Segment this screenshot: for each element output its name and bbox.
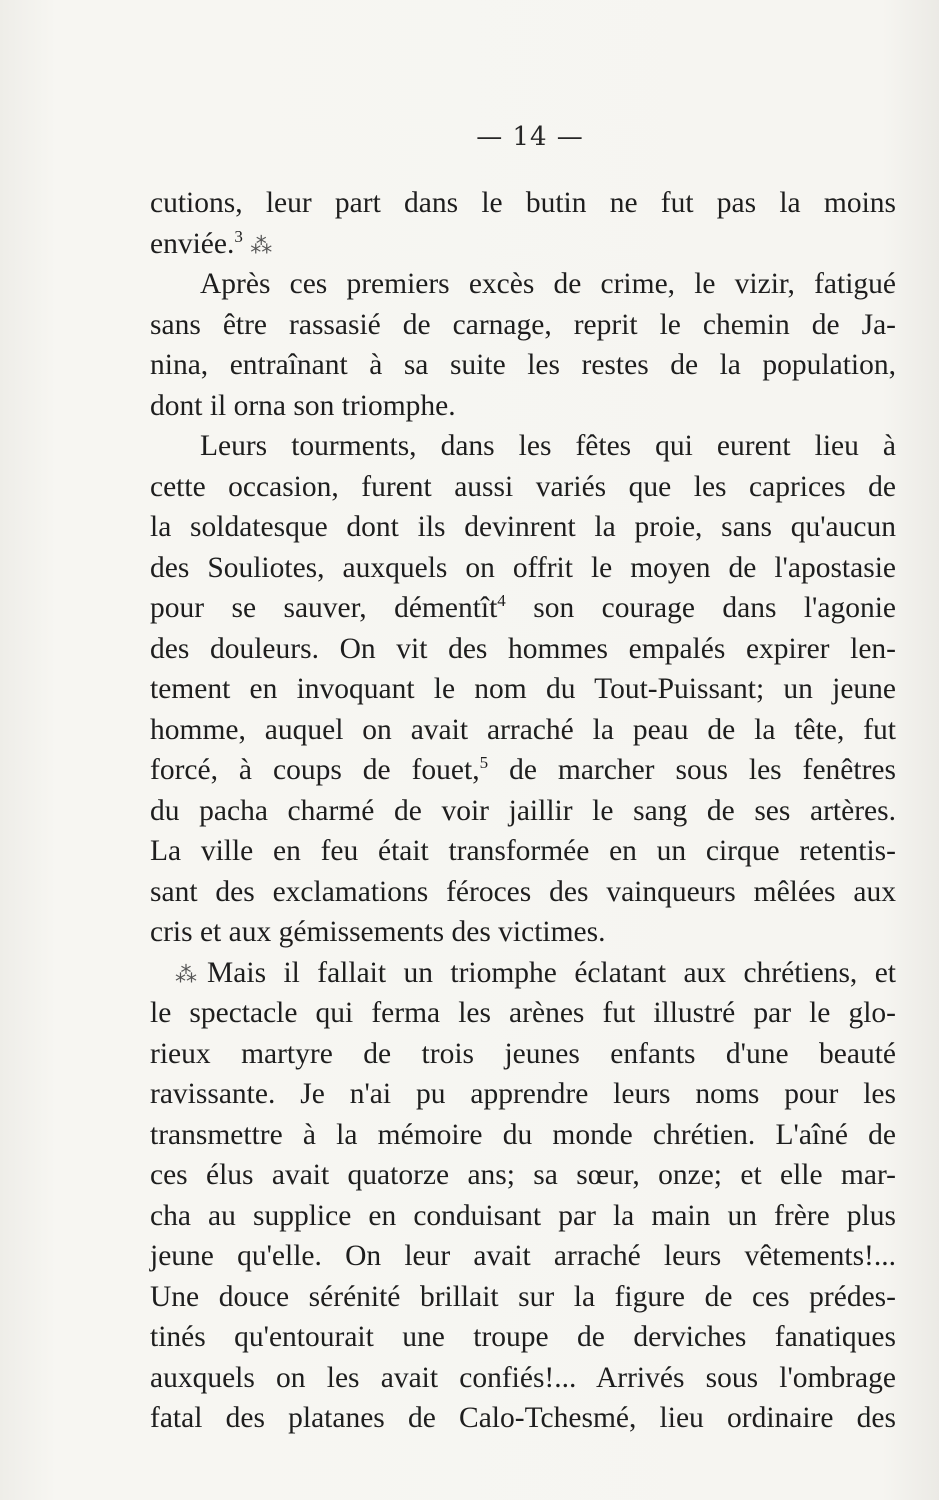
text-line: homme, auquel on avait arraché la peau de la tête, fut (150, 713, 896, 746)
text-line: auxquels on les avait confiés!... Arrivés sous l'ombrage (150, 1361, 896, 1394)
asterisk-mark-icon: ⁂ (250, 233, 273, 259)
text-line (150, 953, 896, 994)
text-line: tinés qu'entourait une troupe de derviches fanatiques (150, 1321, 896, 1353)
text-line: le spectacle qui ferma les arènes fut illustré par le glo- (150, 997, 896, 1029)
text-fragment: son courage dans l'agonie (533, 592, 897, 624)
text-line: ravissante. Je n'ai pu apprendre leurs noms pour les (150, 1078, 896, 1110)
footnote-ref-3: 3 (234, 226, 243, 246)
text-line: ces élus avait quatorze ans; sa sœur, onze; et elle mar- (150, 1159, 896, 1191)
footnote-ref-4: 4 (497, 591, 506, 611)
text-line: sant des exclamations féroces des vainqueurs mêlées aux (150, 875, 896, 908)
text-line: cris et aux gémissements des victimes. (150, 916, 606, 948)
text-line (150, 588, 896, 629)
text-line: Leurs tourments, dans les fêtes qui eurent lieu à (200, 430, 896, 462)
text-line: La ville en feu était transformée en un cirque retentis- (150, 835, 896, 867)
text-line: du pacha charmé de voir jaillir le sang de ses artères. (150, 794, 896, 827)
text-line: des douleurs. On vit des hommes empalés expirer len- (150, 632, 896, 665)
text-line: sans être rassasié de carnage, reprit le chemin de Ja- (150, 308, 896, 341)
page-number: — 14 — (476, 122, 584, 152)
text-line (150, 750, 896, 791)
text-line: jeune qu'elle. On leur avait arraché leurs vêtements!... (150, 1240, 896, 1272)
text-line: nina, entraînant à sa suite les restes de la population, (150, 349, 896, 381)
text-fragment: pour se sauver, démentît (150, 592, 498, 624)
text-fragment: forcé, à coups de fouet, (150, 754, 480, 786)
text-fragment: enviée. (150, 227, 235, 260)
text-line: des Souliotes, auxquels on offrit le moyen de l'apostasie (150, 551, 896, 584)
text-line: transmettre à la mémoire du monde chrétien. L'aîné de (150, 1118, 896, 1151)
text-line: la soldatesque dont ils devinrent la proie, sans qu'aucun (150, 511, 896, 543)
text-line (150, 224, 896, 265)
text-fragment: Mais il fallait un triomphe éclatant aux chrétiens, et (207, 956, 897, 989)
asterisk-mark-icon: ⁂ (175, 962, 208, 988)
body-text (150, 183, 896, 1439)
text-line: cutions, leur part dans le butin ne fut pas la moins (150, 187, 896, 219)
text-line: cha au supplice en conduisant par la main un frère plus (150, 1199, 896, 1232)
text-line: fatal des platanes de Calo-Tchesmé, lieu ordinaire des (150, 1402, 896, 1434)
text-fragment: de marcher sous les fenêtres (509, 754, 896, 786)
text-line: Une douce sérénité brillait sur la figure de ces prédes- (150, 1280, 896, 1313)
text-line: dont il orna son triomphe. (150, 389, 456, 422)
text-line: Après ces premiers excès de crime, le vizir, fatigué (200, 268, 896, 300)
text-line: rieux martyre de trois jeunes enfants d'une beauté (150, 1037, 896, 1070)
text-line: tement en invoquant le nom du Tout-Puissant; un jeune (150, 673, 896, 705)
text-line: cette occasion, furent aussi variés que les caprices de (150, 470, 896, 503)
footnote-ref-5: 5 (479, 753, 489, 773)
